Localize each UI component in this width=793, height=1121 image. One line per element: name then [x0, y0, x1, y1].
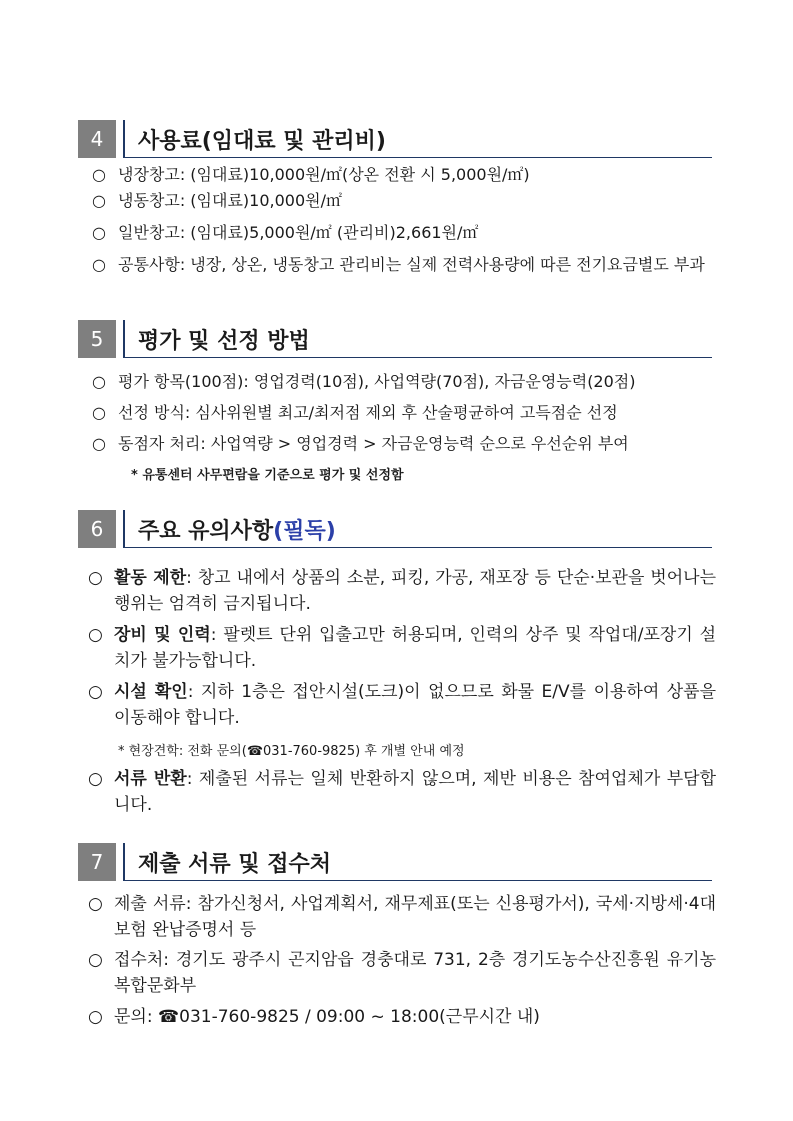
- bullet: ○: [88, 1007, 103, 1027]
- section-number: 5: [78, 320, 116, 358]
- section-number: 4: [78, 120, 116, 158]
- item-text: 공통사항: 냉장, 상온, 냉동창고 관리비는 실제 전력사용량에 따른 전기요금별도 부과: [118, 255, 705, 274]
- list-item: [88, 679, 716, 731]
- item-label: 서류 반환: [114, 769, 187, 789]
- header-divider: [123, 320, 125, 358]
- bullet: ○: [92, 372, 106, 391]
- item-text: 냉동창고: (임대료)10,000원/㎡: [118, 191, 342, 210]
- list-item: [92, 162, 716, 188]
- list-item: [92, 220, 716, 246]
- bullet: ○: [92, 165, 106, 184]
- item-text: : 지하 1층은 접안시설(도크)이 없으므로 화물 E/V를 이용하여 상품을 이동해야 합니다.: [114, 682, 716, 728]
- item-text: 동점자 처리: 사업역량 > 영업경력 > 자금운영능력 순으로 우선순위 부여: [118, 434, 629, 453]
- header-divider: [123, 120, 125, 158]
- bullet: ○: [92, 191, 106, 210]
- section-title: [138, 514, 336, 545]
- header-divider: [123, 843, 125, 881]
- item-text: 접수처: 경기도 광주시 곤지암읍 경충대로 731, 2층 경기도농수산진흥원 유기농복합문화부: [114, 950, 716, 996]
- section-number: 6: [78, 510, 116, 548]
- section-title: 평가 및 선정 방법: [138, 329, 310, 354]
- list-item: [92, 369, 716, 395]
- item-body: [114, 679, 716, 731]
- item-text: 제출 서류: 참가신청서, 사업계획서, 재무제표(또는 신용평가서), 국세·지방세·4대보험 완납증명서 등: [114, 894, 716, 940]
- list-item: [92, 188, 716, 214]
- bullet: ○: [88, 894, 103, 914]
- section-4-header: [78, 120, 712, 158]
- bullet: ○: [88, 950, 103, 970]
- list-item: [88, 947, 716, 999]
- item-label: 활동 제한: [114, 568, 187, 588]
- section-title-accent: (필독): [273, 519, 336, 544]
- bullet: ○: [88, 769, 103, 789]
- section-title: 사용료(임대료 및 관리비): [138, 129, 386, 154]
- item-text: : 제출된 서류는 일체 반환하지 않으며, 제반 비용은 참여업체가 부담합니다.: [114, 769, 716, 815]
- list-item: [92, 400, 716, 426]
- item-text: : 창고 내에서 상품의 소분, 피킹, 가공, 재포장 등 단순·보관을 벗어나는 행위는 엄격히 금지됩니다.: [114, 568, 716, 614]
- item-body: [114, 565, 716, 617]
- header-divider: [123, 510, 125, 548]
- list-item: [88, 766, 716, 818]
- footnote: * 유통센터 사무편람을 기준으로 평가 및 선정함: [131, 468, 404, 483]
- bullet: ○: [88, 682, 103, 702]
- list-item: [88, 1004, 716, 1030]
- header-underline: [123, 157, 712, 158]
- section-title: 제출 서류 및 접수처: [138, 852, 331, 877]
- footnote: * 현장견학: 전화 문의(☎031-760-9825) 후 개별 안내 예정: [118, 744, 465, 759]
- item-text: 선정 방식: 심사위원별 최고/최저점 제외 후 산술평균하여 고득점순 선정: [118, 403, 618, 422]
- bullet: ○: [92, 403, 106, 422]
- item-text: 평가 항목(100점): 영업경력(10점), 사업역량(70점), 자금운영능력(20점): [118, 372, 636, 391]
- list-item: [88, 891, 716, 943]
- list-item: [88, 565, 716, 617]
- item-text: 일반창고: (임대료)5,000원/㎡ (관리비)2,661원/㎡: [118, 223, 479, 242]
- section-5-header: [78, 320, 712, 358]
- section-title-text: 주요 유의사항: [138, 519, 274, 544]
- item-label: 시설 확인: [114, 682, 188, 702]
- list-item: [92, 252, 716, 278]
- item-text: 문의: ☎031-760-9825 / 09:00 ~ 18:00(근무시간 내): [114, 1007, 540, 1027]
- item-body: [114, 766, 716, 818]
- item-text: : 팔렛트 단위 입출고만 허용되며, 인력의 상주 및 작업대/포장기 설치가 불가능합니다.: [114, 625, 716, 671]
- list-item: [92, 431, 716, 457]
- list-item: [88, 622, 716, 674]
- item-label: 장비 및 인력: [114, 625, 211, 645]
- section-number: 7: [78, 843, 116, 881]
- bullet: ○: [92, 434, 106, 453]
- header-underline: [123, 880, 712, 881]
- item-body: [114, 622, 716, 674]
- bullet: ○: [92, 255, 106, 274]
- section-7-header: [78, 843, 712, 881]
- section-6-header: [78, 510, 712, 548]
- header-underline: [123, 547, 712, 548]
- bullet: ○: [88, 568, 103, 588]
- bullet: ○: [92, 223, 106, 242]
- item-text: 냉장창고: (임대료)10,000원/㎡(상온 전환 시 5,000원/㎡): [118, 165, 530, 184]
- header-underline: [123, 357, 712, 358]
- bullet: ○: [88, 625, 103, 645]
